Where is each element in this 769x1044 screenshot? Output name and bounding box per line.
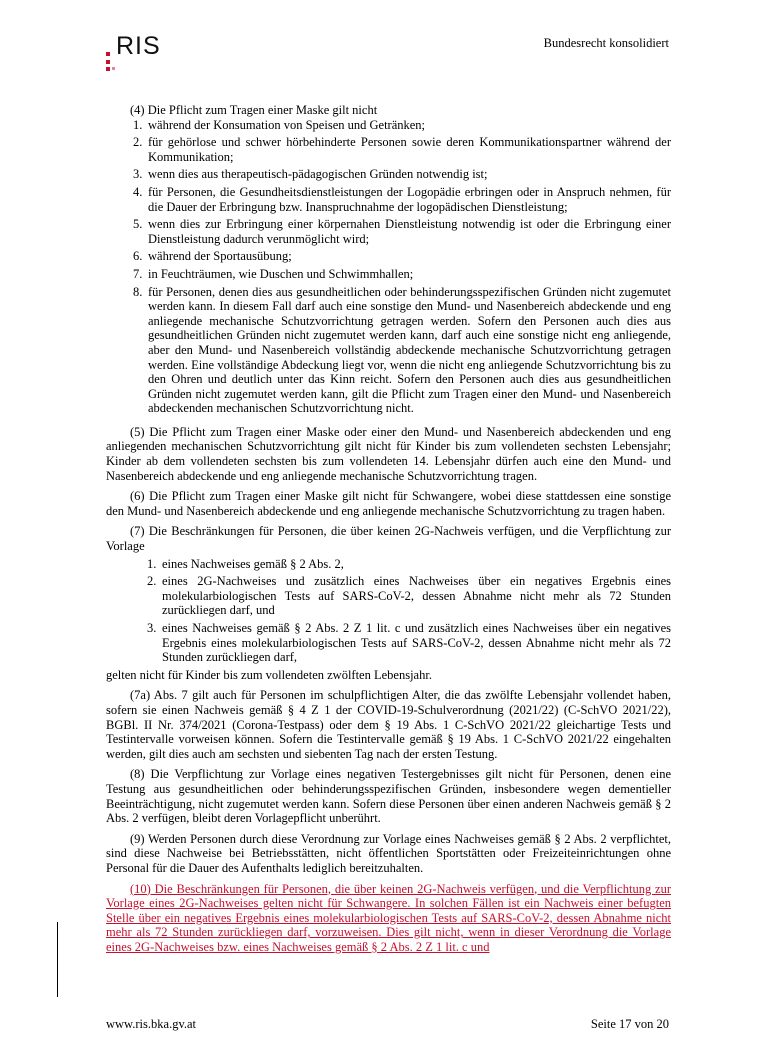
item-text: wenn dies zur Erbringung einer körpernahen Dienstleistung notwendig ist oder die Erbringung einer Dienstleistung dadurch verunmöglicht wird;: [148, 217, 671, 246]
item-text: eines Nachweises gemäß § 2 Abs. 2,: [162, 556, 344, 571]
item-text: während der Konsumation von Speisen und Getränken;: [148, 117, 426, 132]
item-text: für Personen, die Gesundheitsdienstleistungen der Logopädie erbringen oder in Anspruch nehmen, für die Dauer der Erbringung bzw. Inanspruchnahme der logopädischen Dienstleistung;: [148, 184, 671, 214]
list-item: [133, 167, 671, 182]
paragraph-6: (6) Die Pflicht zum Tragen einer Maske gilt nicht für Schwangere, wobei diese stattdessen eine sonstige den Mund- und Nasenbereich abdeckende und eng anliegende mechanische Schutzvorrichtung zu tragen haben.: [106, 489, 671, 518]
list-item: [147, 621, 671, 665]
list-item: [133, 118, 671, 133]
paragraph-8: (8) Die Verpflichtung zur Vorlage eines negativen Testergebnisses gilt nicht für Personen, denen eine Testung aus gesundheitlichen oder behinderungsspezifischen Gründen, insbesondere wegen dementieller Beeinträchtigung, nicht zugemutet werden kann. Sofern diese Personen über einen anderen Nachweis gemäß § 2 Abs. 2 verfügen, bleibt deren Vorlagepflicht unberührt.: [106, 767, 671, 826]
list-item: [133, 285, 671, 416]
item-number: 3.: [133, 167, 143, 182]
change-bar: [57, 922, 58, 997]
item-number: 2.: [147, 574, 157, 589]
item-number: 4.: [133, 184, 143, 199]
logo-text: RIS: [116, 32, 161, 60]
paragraph-5: (5) Die Pflicht zum Tragen einer Maske oder einer den Mund- und Nasenbereich abdeckenden und eng anliegenden mechanischen Schutzvorrichtung gilt nicht für Kinder bis zum vollendeten sechsten Lebensjahr; Kinder ab dem vollendeten sechsten bis zum vollendeten 14. Lebensjahr dürfen auch eine den Mund- und Nasenbereich abdeckende und eng anliegende mechanische Schutzvorrichtung tragen.: [106, 424, 671, 483]
paragraph-9: (9) Werden Personen durch diese Verordnung zur Vorlage eines Nachweises gemäß § 2 Abs. 2 verpflichtet, sind diese Nachweise bei Betriebsstätten, nicht öffentlichen Sportstätten oder Freizeiteinrichtungen ohne Personal für die Dauer des Aufenthalts lediglich bereitzuhalten.: [106, 831, 671, 875]
list-item: [133, 135, 671, 164]
list-item: [147, 574, 671, 618]
item-number: 5.: [133, 217, 143, 232]
paragraph-10-amended: (10) Die Beschränkungen für Personen, die über keinen 2G-Nachweis verfügen, und die Verpflichtung zur Vorlage eines 2G-Nachweises gelten nicht für Schwangere. In solchen Fällen ist ein Nachweis einer befugten Stelle über ein negatives Ergebnis eines molekularbiologischen Tests auf SARS-CoV-2, dessen Abnahme nicht mehr als 72 Stunden zurückliegen darf, vorzuweisen. Dies gilt nicht, wenn in dieser Verordnung die Vorlage eines 2G-Nachweises bzw. eines Nachweises gemäß § 2 Abs. 2 Z 1 lit. c und: [106, 881, 671, 954]
list-item: [133, 267, 671, 282]
document-body: [106, 103, 671, 954]
list-item: [147, 557, 671, 572]
paragraph-7-outro: gelten nicht für Kinder bis zum vollendeten zwölften Lebensjahr.: [106, 667, 432, 682]
ris-logo: [106, 34, 166, 82]
item-text: eines 2G-Nachweises und zusätzlich eines Nachweises über ein negatives Ergebnis eines molekularbiologischen Tests auf SARS-CoV-2, dessen Abnahme nicht mehr als 72 Stunden zurückliegen darf, und: [162, 574, 671, 618]
list-item: [133, 185, 671, 214]
item-number: 6.: [133, 249, 143, 264]
header-title: Bundesrecht konsolidiert: [543, 36, 669, 50]
paragraph-4-intro: (4) Die Pflicht zum Tragen einer Maske gilt nicht: [130, 103, 378, 117]
item-number: 2.: [133, 135, 143, 150]
item-text: wenn dies aus therapeutisch-pädagogischen Gründen notwendig ist;: [148, 167, 488, 182]
item-text: für gehörlose und schwer hörbehinderte Personen sowie deren Kommunikationspartner während der Kommunikation;: [148, 135, 671, 164]
paragraph-7a: (7a) Abs. 7 gilt auch für Personen im schulpflichtigen Alter, die das zwölfte Lebensjahr vollendet haben, sofern sie einen Nachweis gemäß § 4 Z 1 der COVID-19-Schulverordnung (2021/22) (C-SchVO 2021/22), BGBl. II Nr. 374/2021 (Corona-Testpass) oder dem § 19 Abs. 1 C-SchVO 2021/22 gleichartige Tests und Testintervalle vorweisen können. Sofern die Testintervalle gemäß § 19 Abs. 1 C-SchVO 2021/22 eingehalten werden, gilt dies auch am sechsten und siebenten Tag nach der ersten Testung.: [106, 688, 671, 761]
logo-square: [106, 52, 110, 56]
list-item: [133, 217, 671, 246]
item-number: 1.: [147, 556, 157, 571]
list-item: [133, 249, 671, 264]
logo-square: [112, 67, 115, 70]
page-number: Seite 17 von 20: [590, 1017, 669, 1031]
item-number: 3.: [147, 621, 157, 635]
logo-square: [106, 60, 110, 64]
item-text: während der Sportausübung;: [148, 249, 292, 264]
footer-url[interactable]: www.ris.bka.gv.at: [106, 1017, 197, 1031]
paragraph-4-list: [106, 118, 671, 416]
item-number: 7.: [133, 266, 143, 281]
item-text: eines Nachweises gemäß § 2 Abs. 2 Z 1 lit. c und zusätzlich eines Nachweises über ein negatives Ergebnis eines molekularbiologischen Tests auf SARS-CoV-2, dessen Abnahme nicht mehr als 72 Stunden zurückliegen darf,: [162, 621, 671, 665]
item-text: in Feuchträumen, wie Duschen und Schwimmhallen;: [148, 266, 414, 281]
item-text: für Personen, denen dies aus gesundheitlichen oder behinderungsspezifischen Gründen nicht zugemutet werden kann. In diesem Fall darf auch eine sonstige den Mund- und Nasenbereich abdeckende und eng anliegende mechanische Schutzvorrichtung getragen werden. Sofern den Personen auch dies aus gesundheitlichen Gründen nicht zugemutet werden kann, darf auch eine sonstige nicht eng anliegende, aber den Mund- und Nasenbereich vollständig abdeckende mechanische Schutzvorrichtung getragen werden. Eine vollständige Abdeckung liegt vor, wenn die nicht eng anliegende Schutzvorrichtung bis zu den Ohren und deutlich unter das Kinn reicht. Sofern den Personen auch dies aus gesundheitlichen Gründen nicht zugemutet werden kann, gilt die Pflicht zum Tragen einer den Mund- und Nasenbereich abdeckenden mechanischen Schutzvorrichtung nicht.: [148, 284, 671, 416]
paragraph-7-list: [106, 557, 671, 665]
paragraph-7-intro: (7) Die Beschränkungen für Personen, die über keinen 2G-Nachweis verfügen, und die Verpflichtung zur Vorlage: [106, 524, 671, 554]
item-number: 1.: [133, 117, 143, 132]
item-number: 8.: [133, 284, 143, 299]
logo-square: [106, 67, 110, 71]
